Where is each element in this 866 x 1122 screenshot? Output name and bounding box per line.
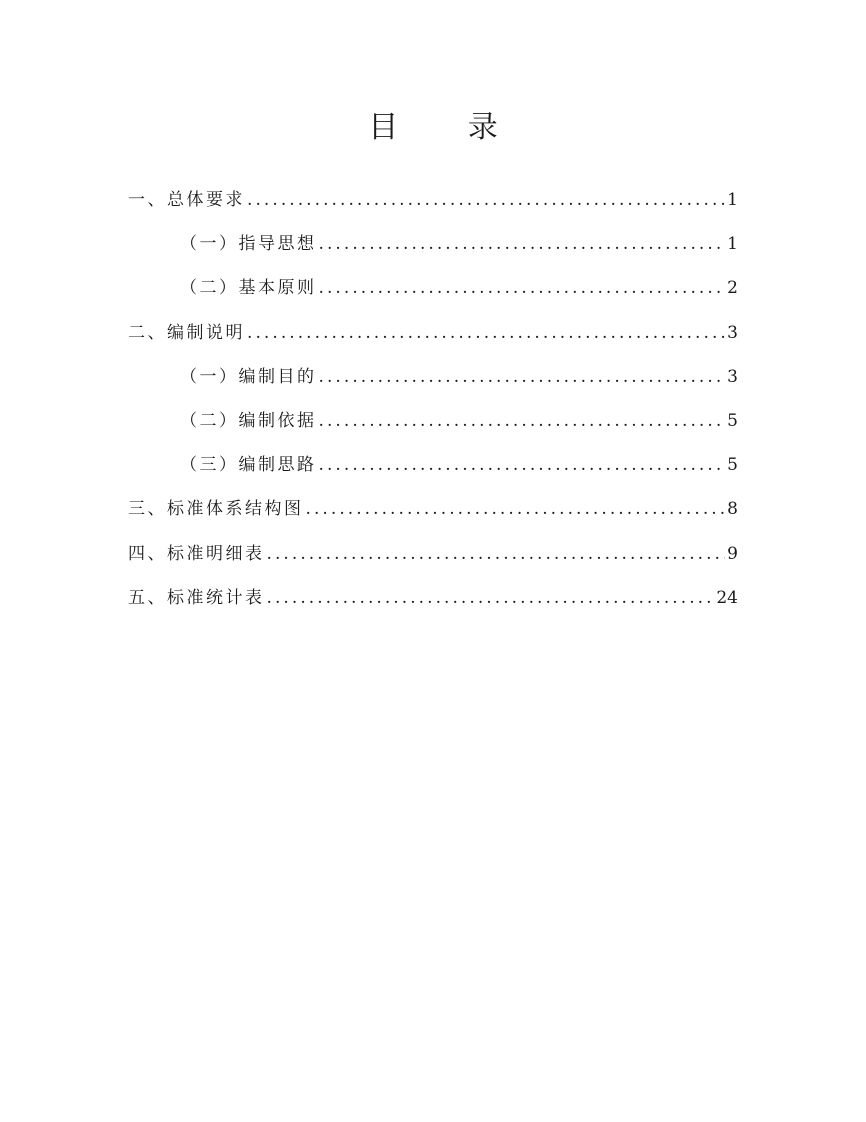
toc-entry-label: （一）指导思想	[180, 234, 317, 255]
toc-entry-label: （一）编制目的	[180, 366, 317, 387]
toc-entry	[128, 266, 738, 310]
toc-leader-dots	[247, 178, 725, 222]
toc-leader-dots	[319, 266, 726, 310]
toc-entry-label: 一、总体要求	[128, 190, 245, 210]
toc-entry-page: 3	[727, 366, 738, 387]
toc-entry-page: 3	[727, 322, 738, 343]
toc-leader-dots	[319, 355, 726, 399]
page-title: 目 录	[368, 110, 528, 145]
toc-entry-page: 5	[727, 410, 738, 431]
toc-entry	[128, 222, 738, 266]
toc-entry-page: 5	[727, 455, 738, 476]
toc-entry	[128, 399, 738, 443]
table-of-contents	[128, 178, 738, 620]
toc-entry-page: 2	[727, 278, 738, 299]
toc-entry-page: 24	[716, 587, 738, 608]
toc-leader-dots	[319, 222, 726, 266]
toc-leader-dots	[319, 399, 726, 443]
toc-entry-label: 三、标准体系结构图	[128, 499, 304, 520]
toc-leader-dots	[306, 487, 726, 531]
toc-entry	[128, 576, 738, 620]
toc-entry	[128, 178, 738, 222]
toc-entry-page: 9	[727, 543, 738, 564]
toc-entry-page: 8	[727, 499, 738, 520]
toc-entry	[128, 355, 738, 399]
toc-entry-label: （三）编制思路	[180, 455, 317, 476]
toc-leader-dots	[267, 576, 715, 620]
toc-entry	[128, 487, 738, 531]
toc-entry	[128, 311, 738, 355]
toc-entry	[128, 532, 738, 576]
toc-entry-page: 1	[727, 234, 738, 255]
toc-entry-label: （二）编制依据	[180, 410, 317, 431]
toc-entry-label: 四、标准明细表	[128, 543, 265, 564]
toc-entry-label: （二）基本原则	[180, 278, 317, 299]
toc-leader-dots	[267, 532, 726, 576]
toc-entry-label: 五、标准统计表	[128, 587, 265, 608]
toc-entry	[128, 443, 738, 487]
toc-leader-dots	[319, 443, 726, 487]
toc-entry-label: 二、编制说明	[128, 322, 245, 343]
toc-entry-page: 1	[727, 190, 738, 210]
toc-leader-dots	[247, 311, 725, 355]
